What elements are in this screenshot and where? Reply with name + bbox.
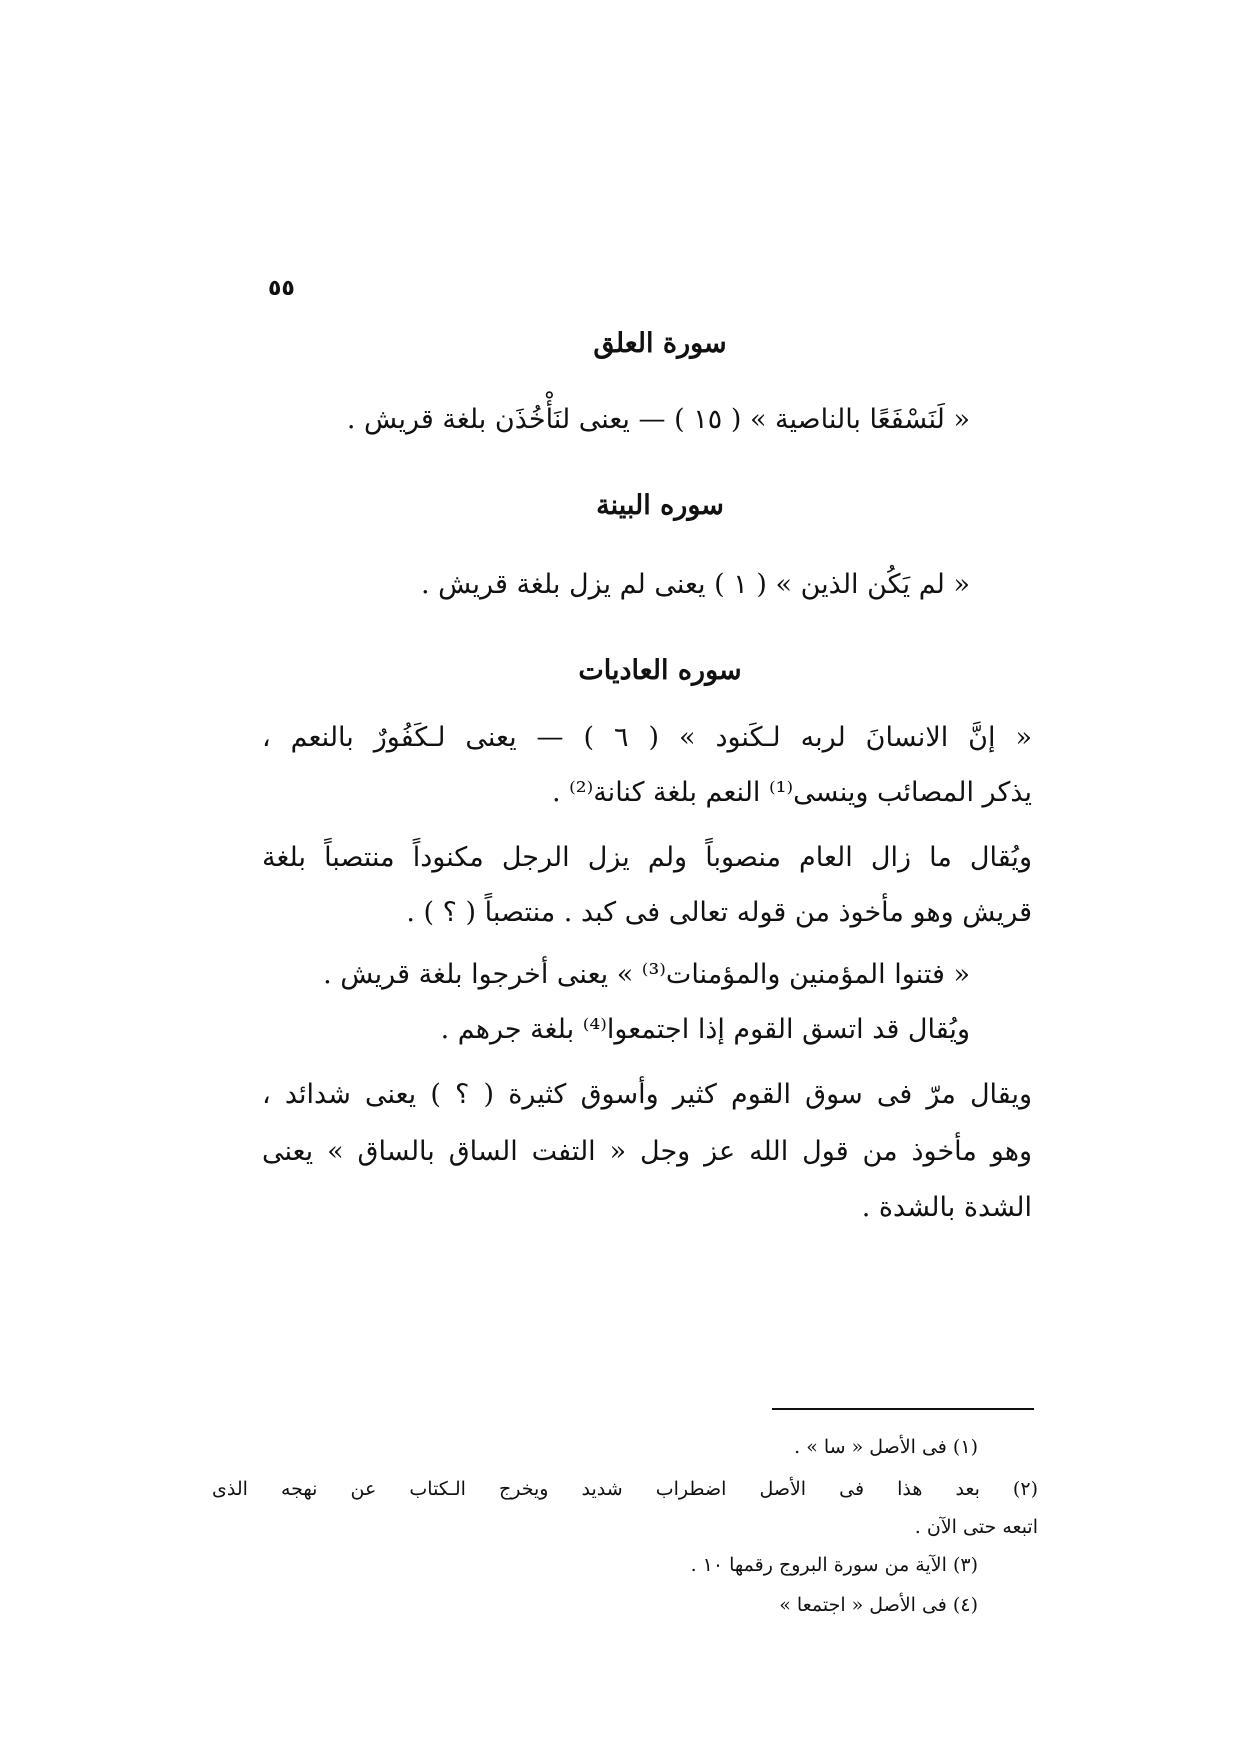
- text-line: يذكر المصائب وينسى⁽¹⁾ النعم بلغة كنانة⁽²⁾ .: [551, 777, 1032, 808]
- text-line: ويُقال ما زال العام منصوباً ولم يزل الرجل مكنوداً منتصباً بلغة: [262, 842, 1032, 873]
- verse-line: « لم يَكُن الذين » ( ١ ) يعنى لم يزل بلغة قريش .: [420, 569, 970, 600]
- footnote: (٢) بعد هذا فى الأصل اضطراب شديد ويخرج الـكتاب عن نهجه الذى: [212, 1478, 1038, 1500]
- text-line: الشدة بالشدة .: [861, 1192, 1032, 1223]
- footnote-rule: [772, 1408, 1034, 1410]
- text-line: وهو مأخوذ من قول الله عز وجل « التفت الساق بالساق » يعنى: [262, 1136, 1032, 1167]
- footnote: (١) فى الأصل « سا » .: [794, 1436, 978, 1458]
- section-heading-adiyat: سوره العاديات: [578, 655, 742, 686]
- text-line: ويُقال قد اتسق القوم إذا اجتمعوا⁽⁴⁾ بلغة جرهم .: [440, 1014, 970, 1045]
- footnote: (٣) الآية من سورة البروج رقمها ١٠ .: [690, 1554, 978, 1576]
- text-line: قريش وهو مأخوذ من قوله تعالى فى كبد . منتصباً ( ؟ ) .: [406, 897, 1032, 928]
- verse-line: « إنَّ الانسانَ لربه لـكَنود » ( ٦ ) — يعنى لـكَفُورٌ بالنعم ،: [262, 722, 1032, 753]
- section-heading-alaq: سورة العلق: [593, 328, 727, 359]
- footnote: اتبعه حتى الآن .: [914, 1516, 1038, 1538]
- footnote: (٤) فى الأصل « اجتمعا »: [779, 1594, 978, 1616]
- section-heading-bayyina: سوره البينة: [596, 490, 724, 521]
- text-line: ويقال مرّ فى سوق القوم كثير وأسوق كثيرة ( ؟ ) يعنى شدائد ،: [262, 1079, 1032, 1110]
- verse-line: « فتنوا المؤمنين والمؤمنات⁽³⁾ » يعنى أخرجوا بلغة قريش .: [323, 959, 970, 990]
- verse-line: « لَنَسْفَعًا بالناصية » ( ١٥ ) — يعنى لنَأْخُذَن بلغة قريش .: [346, 404, 970, 435]
- page-number: ٥٥: [268, 276, 295, 301]
